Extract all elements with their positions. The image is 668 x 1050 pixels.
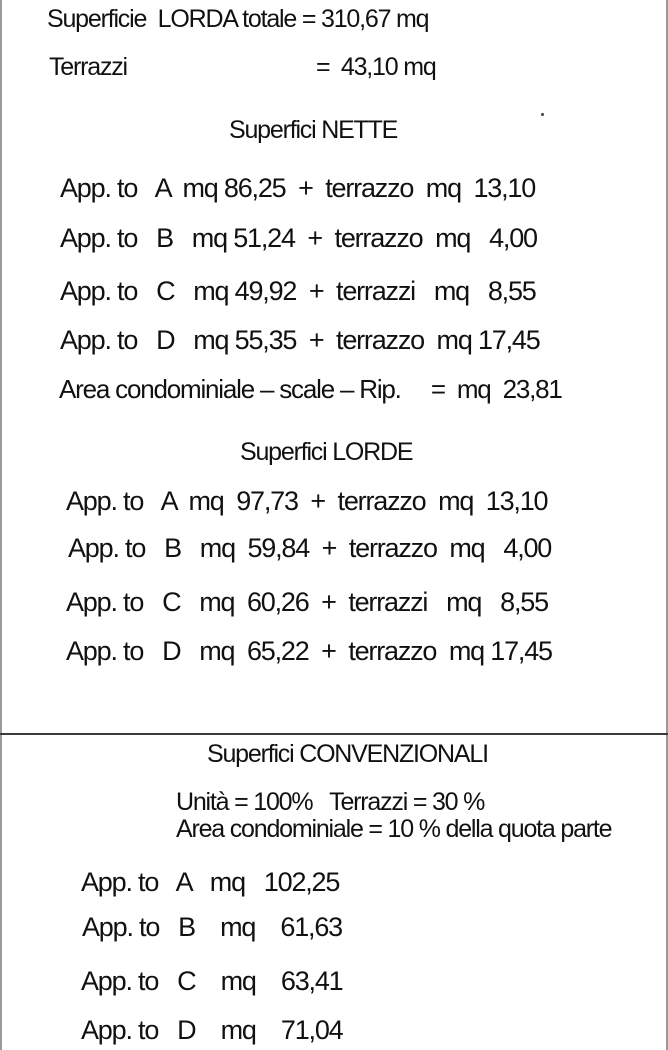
left-edge-shadow [0,0,2,1050]
conventional-row-a: App. to A mq 102,25 [81,867,340,897]
net-row-b: App. to B mq 51,24 + terrazzo mq 4,00 [60,223,537,253]
conventional-heading: Superfici CONVENZIONALI [207,740,488,768]
gross-row-c: App. to C mq 60,26 + terrazzi mq 8,55 [66,587,548,617]
gross-row-a: App. to A mq 97,73 + terrazzo mq 13,10 [66,486,548,516]
net-row-c: App. to C mq 49,92 + terrazzi mq 8,55 [60,276,536,306]
conventional-row-c: App. to C mq 63,41 [81,966,343,996]
net-heading: Superfici NETTE [229,116,398,144]
gross-row-b: App. to B mq 59,84 + terrazzo mq 4,00 [68,533,552,563]
conventional-row-d: App. to D mq 71,04 [81,1015,343,1045]
terraces-value: = 43,10 mq [316,53,436,81]
conventional-rule-common: Area condominiale = 10 % della quota parte [176,815,612,843]
net-common-area: Area condominiale – scale – Rip. = mq 23,81 [59,374,562,404]
gross-total-line: Superficie LORDA totale = 310,67 mq [47,5,429,33]
conventional-row-b: App. to B mq 61,63 [82,912,342,942]
section-divider [0,733,668,735]
gross-heading: Superfici LORDE [240,438,413,466]
net-row-a: App. to A mq 86,25 + terrazzo mq 13,10 [60,173,536,203]
net-row-d: App. to D mq 55,35 + terrazzo mq 17,45 [60,325,540,355]
scan-speck [541,113,544,116]
conventional-rule-units: Unità = 100% Terrazzi = 30 % [176,788,485,816]
gross-row-d: App. to D mq 65,22 + terrazzo mq 17,45 [66,636,552,666]
terraces-label: Terrazzi [49,53,127,81]
